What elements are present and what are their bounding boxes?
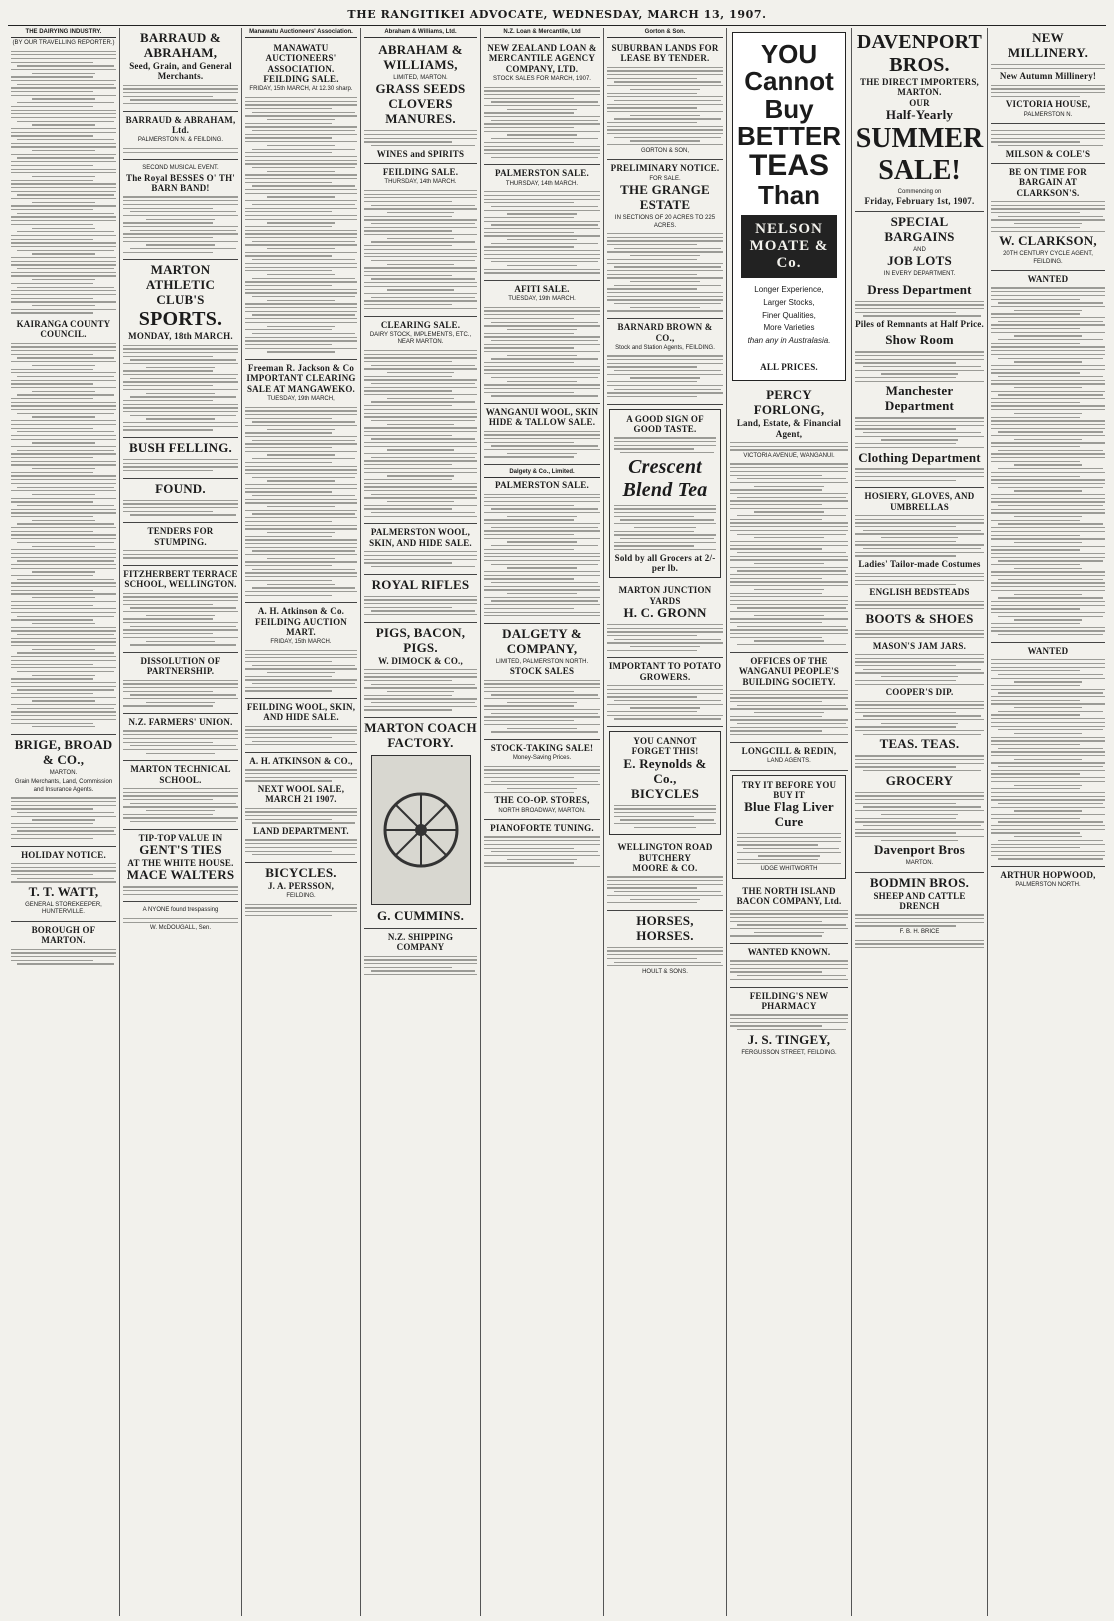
- ad-title: TRY IT BEFORE YOU BUY IT: [741, 779, 837, 800]
- ad-title: TENDERS FOR STUMPING.: [147, 526, 214, 547]
- ad-subtitle: LAND DEPARTMENT.: [253, 826, 349, 837]
- ad-subtitle: MASON'S JAM JARS.: [872, 640, 967, 651]
- ad-title: N.Z. SHIPPING COMPANY: [387, 931, 454, 953]
- manawatu-auctioneers-ad: [245, 40, 357, 360]
- tea-perk: Longer Experience,: [754, 284, 824, 294]
- ad-headline: BICYCLES: [630, 785, 700, 801]
- ad-title: WELLINGTON ROAD BUTCHERY: [617, 842, 713, 863]
- stumping-tender-ad: [123, 523, 238, 566]
- ad-date: MONDAY, 18th MARCH.: [128, 331, 233, 342]
- ad-title: PALMERSTON WOOL, SKIN, AND HIDE SALE.: [369, 527, 472, 548]
- wanted-known-ad: [730, 944, 848, 987]
- ad-subtitle: NEXT WOOL SALE, MARCH 21 1907.: [257, 783, 345, 805]
- ad-kicker: PRELIMINARY NOTICE.: [610, 163, 720, 174]
- ad-headline: Half-Yearly: [885, 107, 954, 123]
- percy-forlong-ad: [730, 385, 848, 653]
- ad-title: A GOOD SIGN OF GOOD TASTE.: [626, 413, 704, 434]
- ad-subtitle: AT THE WHITE HOUSE.: [127, 858, 234, 869]
- liver-cure-ad: [732, 775, 846, 879]
- column-5: [481, 28, 604, 1616]
- ad-title: FEILDING SALE.: [382, 166, 459, 177]
- brige-broad-ad: [11, 735, 116, 847]
- ad-signature: J. S. TINGEY,: [747, 1031, 831, 1047]
- ad-signature: HOULT & SONS.: [642, 968, 688, 975]
- ad-title: MARTON TECHNICAL SCHOOL.: [130, 764, 231, 785]
- clarkson-ad: [991, 164, 1105, 271]
- column-1-heading: THE DAIRYING INDUSTRY.: [11, 28, 116, 38]
- technical-school-ad: [123, 761, 238, 830]
- ad-signature: W. McDOUGALL, Sen.: [149, 925, 212, 932]
- council-article: [11, 316, 116, 735]
- ad-subtitle: 20TH CENTURY CYCLE AGENT, FEILDING.: [1003, 251, 1093, 265]
- tea-perk: Larger Stocks,: [763, 297, 815, 307]
- fitzherbert-school-ad: [123, 566, 238, 653]
- ad-date: THURSDAY, 14th MARCH.: [384, 179, 457, 186]
- ad-subtitle: IN EVERY DEPARTMENT.: [883, 271, 956, 278]
- ad-text: Commencing on: [897, 188, 942, 195]
- ad-subtitle: LIMITED, MARTON.: [393, 74, 448, 81]
- column-4: [361, 28, 481, 1616]
- ad-price: Sold by all Grocers at 2/- per lb.: [614, 552, 716, 573]
- royal-rifles-ad: [364, 575, 477, 623]
- ad-subtitle: ENGLISH BEDSTEADS: [869, 587, 970, 598]
- ad-title: THE GRANGE ESTATE: [620, 182, 710, 213]
- ad-title: MARTON COACH FACTORY.: [364, 720, 477, 751]
- leather-cases-ad: [991, 124, 1105, 164]
- davenport-sale-ad: [855, 28, 984, 212]
- ad-title: MARTON ATHLETIC CLUB'S: [145, 262, 216, 308]
- ad-subtitle: SHEEP AND CATTLE DRENCH: [873, 890, 966, 912]
- column-3-heading: Manawatu Auctioneers' Association.: [245, 28, 357, 38]
- column-7: [727, 28, 852, 1616]
- ad-date: FRIDAY, 15th MARCH.: [270, 639, 332, 646]
- ad-subtitle: GENERAL STOREKEEPER, HUNTERVILLE.: [25, 901, 102, 916]
- tea-line: Than: [757, 179, 821, 210]
- ad-title: NEW ZEALAND LOAN & MERCANTILE AGENCY COMPANY, LTD.: [487, 43, 597, 74]
- ad-title: PIGS, BACON, PIGS.: [375, 624, 466, 655]
- ad-text: Grain Merchants, Land, Commission and Insurance Agents.: [14, 779, 113, 793]
- column-6: [604, 28, 727, 1616]
- ad-title: DISSOLUTION OF PARTNERSHIP.: [140, 655, 221, 677]
- ad-date: FRIDAY, 15th MARCH, At 12.30 sharp.: [249, 86, 353, 93]
- ad-subtitle: Money-Saving Prices.: [512, 755, 572, 762]
- junction-yards-ad: [607, 582, 723, 658]
- building-society-ad: [730, 653, 848, 743]
- reynolds-bicycles-ad: [609, 731, 721, 835]
- ad-address: FERGUSSON STREET, FEILDING.: [741, 1049, 837, 1056]
- ad-headline: MANURES.: [385, 111, 456, 127]
- nz-loan-ad: [484, 40, 600, 165]
- millinery-ad: [991, 28, 1105, 124]
- ad-headline: Blue Flag Liver Cure: [744, 799, 834, 830]
- dress-department: Dress Department: [867, 281, 972, 297]
- grange-estate-ad: [607, 160, 723, 319]
- ad-signature: ARTHUR HOPWOOD,: [1000, 869, 1096, 880]
- gents-ties-ad: [123, 830, 238, 903]
- tea-prices: ALL PRICES.: [760, 361, 818, 372]
- palmerston-sale-ad: [484, 165, 600, 281]
- ad-headline: GRASS SEEDS: [375, 81, 466, 97]
- ad-signature: G. CUMMINS.: [376, 908, 465, 923]
- ad-signature: W. CLARKSON,: [999, 233, 1097, 249]
- coach-wheel-icon: [376, 760, 466, 900]
- ad-title: SUBURBAN LANDS FOR LEASE BY TENDER.: [611, 43, 719, 64]
- athletic-sports-ad: [123, 260, 238, 438]
- ad-subtitle: LAND AGENTS.: [767, 758, 811, 765]
- horses-ad: [607, 911, 723, 981]
- ad-subtitle: WINES and SPIRITS: [376, 148, 465, 159]
- tea-perk: than any in Australasia.: [747, 336, 831, 346]
- summer-headline: SUMMER: [855, 122, 984, 154]
- ad-subtitle: DAIRY STOCK, IMPLEMENTS, ETC., NEAR MARTON.: [369, 331, 472, 346]
- tea-perk: Finer Qualities,: [762, 310, 816, 320]
- ad-subtitle: Seed, Grain, and General Merchants.: [129, 60, 232, 82]
- afiti-sale-ad: [484, 281, 600, 404]
- ad-title: FEILDING'S NEW PHARMACY: [749, 990, 829, 1011]
- masthead-title: THE RANGITIKEI ADVOCATE, WEDNESDAY, MARCH 13, 1907.: [347, 8, 767, 21]
- ad-title: DAVENPORT BROS.: [856, 31, 983, 76]
- clothing-department: Clothing Department: [858, 449, 981, 465]
- palmerston-wool-ad: [364, 524, 477, 574]
- ad-headline: BOOTS & SHOES: [865, 610, 974, 626]
- column-6-heading: Gorton & Son.: [607, 28, 723, 38]
- dissolution-ad: [123, 653, 238, 714]
- ad-title: NEW: [1032, 30, 1064, 45]
- ad-subtitle: W. DIMOCK & CO.,: [378, 655, 463, 666]
- ad-title: T. T. WATT,: [28, 883, 99, 899]
- pigs-bacon-ad: [364, 623, 477, 718]
- borough-marton-ad: [11, 922, 116, 971]
- ad-title: The Royal BESSES O' TH' BARN BAND!: [126, 172, 235, 194]
- ad-title: BUSH FELLING.: [128, 440, 232, 456]
- ad-title: MANAWATU AUCTIONEERS' ASSOCIATION.: [265, 43, 337, 74]
- ad-text: FEILDING.: [286, 893, 316, 900]
- column-1: [8, 28, 120, 1616]
- ad-title: A. H. Atkinson & Co.: [257, 606, 345, 617]
- ad-headline: New Autumn Millinery!: [999, 71, 1097, 82]
- ad-headline: TEAS. TEAS.: [879, 736, 960, 752]
- ad-title: FEILDING WOOL, SKIN, AND HIDE SALE.: [246, 702, 356, 723]
- nelson-moate-tea-ad: [732, 32, 846, 381]
- ad-date: THURSDAY, 14th MARCH.: [505, 180, 579, 187]
- ad-headline: E. Reynolds & Co.,: [623, 755, 707, 786]
- ad-address: MARTON.: [905, 860, 934, 867]
- ad-title: PALMERSTON SALE.: [495, 168, 589, 179]
- ad-title: AFITI SALE.: [514, 283, 570, 294]
- holiday-notice-ad: [11, 847, 116, 922]
- special-bargains-ad: [855, 212, 984, 488]
- ad-signature: Davenport Bros: [873, 842, 966, 858]
- ad-subtitle: LIMITED, PALMERSTON NORTH.: [495, 658, 589, 665]
- coach-factory-ad: [364, 718, 477, 929]
- barraud-abraham-ad: [123, 28, 238, 112]
- barnard-brown-ad: [607, 319, 723, 404]
- bodmin-drench-ad: [855, 873, 984, 955]
- ad-title: BE ON TIME FOR BARGAIN AT CLARKSON'S.: [1009, 166, 1087, 198]
- ad-text: AND: [913, 246, 926, 253]
- clearing-sale-ad: [364, 317, 477, 525]
- ad-title: BOROUGH OF MARTON.: [31, 924, 96, 946]
- dalgety-stock-sales-ad: [484, 624, 600, 740]
- ad-title: PERCY FORLONG,: [753, 387, 825, 418]
- ad-headline: GROCERY: [885, 772, 954, 788]
- ad-subtitle: MARTON.: [49, 769, 78, 776]
- ad-subtitle: STOCK SALES FOR MARCH, 1907.: [493, 76, 591, 83]
- ad-date: TUESDAY, 19th MARCH.: [508, 296, 576, 303]
- masthead: [8, 4, 1106, 26]
- ad-title: N.Z. FARMERS' UNION.: [128, 717, 233, 728]
- ad-title: DALGETY & COMPANY,: [502, 625, 582, 656]
- column-8: [852, 28, 988, 1616]
- ad-title: BICYCLES.: [265, 864, 337, 880]
- ad-title: ROYAL RIFLES: [371, 576, 470, 592]
- abraham-williams-ad: [364, 40, 477, 164]
- ad-subtitle: FEILDING AUCTION MART.: [255, 616, 347, 637]
- ad-title: A. H. ATKINSON & CO.,: [249, 755, 353, 766]
- ad-signature: GORTON & SON,: [640, 147, 690, 154]
- ad-title: WANTED: [1027, 274, 1069, 285]
- tea-line: YOU: [760, 39, 818, 69]
- tea-line: Cannot: [744, 66, 834, 97]
- suburban-lands-ad: [607, 40, 723, 160]
- ad-title: BRIGE, BROAD & CO.,: [14, 736, 113, 767]
- ad-kicker: SECOND MUSICAL EVENT.: [142, 165, 219, 172]
- stock-taking-sale-ad: [484, 740, 600, 820]
- ad-title: TIP-TOP VALUE IN: [138, 832, 223, 843]
- dairying-article: [11, 40, 116, 314]
- bush-felling-ad: [123, 438, 238, 479]
- ad-title: LONGCILL & REDIN,: [741, 745, 837, 756]
- sale-headline: SALE!: [878, 154, 961, 186]
- ad-subtitle: Stock and Station Agents, FEILDING.: [615, 344, 715, 351]
- feilding-sale-ad: [364, 164, 477, 317]
- ad-title: BARRAUD & ABRAHAM, Ltd.: [125, 114, 236, 136]
- ad-title: MARTON JUNCTION YARDS: [618, 585, 712, 606]
- ad-address: NORTH BROADWAY, MARTON.: [498, 807, 586, 814]
- ad-headline: SPORTS.: [138, 308, 223, 331]
- bicycles-persson-ad: [245, 863, 357, 923]
- ad-headline: GENT'S TIES: [139, 842, 222, 858]
- found-ad: [123, 479, 238, 523]
- show-room: Show Room: [885, 332, 954, 348]
- hopwood-ad: [991, 867, 1105, 894]
- column-5-heading: N.Z. Loan & Mercantile, Ltd: [484, 28, 600, 38]
- atkinson-co-ad: [245, 753, 357, 863]
- ad-title: IMPORTANT TO POTATO GROWERS.: [608, 661, 722, 682]
- ad-title: SPECIAL BARGAINS: [884, 213, 955, 244]
- column-3: [242, 28, 361, 1616]
- ad-signature: VICTORIA HOUSE,: [1005, 99, 1091, 110]
- ad-title: BARRAUD & ABRAHAM,: [140, 30, 221, 60]
- ad-title: FOUND.: [155, 480, 206, 496]
- ad-signature: F. B. H. BRICE: [899, 929, 940, 936]
- ad-title: WANTED: [1027, 645, 1069, 656]
- column-2: [120, 28, 242, 1616]
- ad-title: THE NORTH ISLAND BACON COMPANY, Ltd.: [736, 885, 842, 907]
- newspaper-columns: [8, 28, 1108, 1616]
- wanganui-wool-ad: [484, 404, 600, 465]
- ad-title: PIANOFORTE TUNING.: [490, 823, 594, 834]
- ad-title: WANTED KNOWN.: [747, 947, 831, 958]
- ad-subtitle: PALMERSTON SALE.: [495, 480, 589, 491]
- atkinson-auction-ad: [245, 603, 357, 699]
- hosiery-ad: [855, 488, 984, 873]
- wanted-column-ad: [991, 271, 1105, 643]
- feilding-wool-sale-ad: [245, 699, 357, 753]
- ad-title: STOCK-TAKING SALE!: [490, 742, 594, 753]
- ad-address: PALMERSTON N.: [1023, 111, 1073, 118]
- longcill-redin-ad: [730, 743, 848, 771]
- ad-subtitle: FEILDING SALE.: [263, 74, 339, 85]
- tea-line: Buy: [764, 93, 814, 124]
- bacon-company-ad: [730, 883, 848, 944]
- tea-line: TEAS: [748, 149, 829, 183]
- byline: (BY OUR TRAVELLING REPORTER.): [12, 40, 115, 46]
- ad-title: JOB LOTS: [887, 253, 952, 269]
- tea-line: BETTER: [737, 120, 841, 151]
- manchester-department: Manchester Department: [884, 383, 955, 414]
- ad-title: HORSES, HORSES.: [636, 912, 694, 943]
- pharmacy-ad: [730, 988, 848, 1062]
- ad-subtitle: J. A. PERSSON,: [267, 880, 335, 891]
- ad-date: Friday, February 1st, 1907.: [864, 196, 975, 207]
- ad-headline: Crescent Blend Tea: [622, 455, 708, 501]
- ad-date: TUESDAY, 19th MARCH,: [267, 396, 335, 403]
- ad-title: HOLIDAY NOTICE.: [21, 849, 106, 860]
- ad-subtitle: IN SECTIONS OF 20 ACRES TO 225 ACRES.: [614, 215, 716, 229]
- ad-headline: H. C. GRONN: [623, 605, 707, 621]
- ad-address: VICTORIA AVENUE, WANGANUI.: [743, 452, 835, 459]
- ad-title: MACE WALTERS: [126, 867, 235, 883]
- wanted-column-ad-2: [991, 643, 1105, 867]
- musical-event-ad: [123, 160, 238, 260]
- freeman-jackson-ad: [245, 360, 357, 603]
- ad-subtitle: MOORE & CO.: [632, 863, 698, 874]
- ad-subtitle: COOPER'S DIP.: [885, 687, 954, 698]
- ad-title: YOU CANNOT FORGET THIS!: [631, 736, 699, 757]
- ad-subtitle: Ladies' Tailor-made Costumes: [858, 559, 981, 570]
- tea-perk: More Varieties: [763, 323, 815, 333]
- ad-subtitle: FOR SALE.: [649, 175, 681, 182]
- ad-signature: UDGE WHITWORTH: [760, 866, 818, 873]
- ad-title: OFFICES OF THE WANGANUI PEOPLE'S BUILDING SOCIETY.: [738, 655, 840, 687]
- ad-title: BODMIN BROS.: [869, 874, 970, 890]
- ad-address: PALMERSTON NORTH.: [1015, 882, 1081, 889]
- shipping-ad: [364, 929, 477, 982]
- ad-title: CLEARING SALE.: [380, 319, 461, 330]
- article-text: [11, 343, 116, 728]
- ad-title: HOSIERY, GLOVES, AND UMBRELLAS: [864, 491, 975, 512]
- column-4-heading: Abraham & Williams, Ltd.: [364, 28, 477, 38]
- ad-subtitle: Piles of Remnants at Half Price.: [855, 319, 984, 329]
- potato-growers-ad: [607, 658, 723, 727]
- ad-signature: THE CO-OP. STORES,: [494, 795, 590, 806]
- farmers-union-ad: [123, 714, 238, 761]
- dalgety-ad: [484, 465, 600, 624]
- column-9: [988, 28, 1108, 1616]
- crescent-tea-ad: [609, 409, 721, 579]
- ad-subtitle: IMPORTANT CLEARING SALE AT MANGAWEKO.: [246, 373, 356, 394]
- trespass-notice: [123, 902, 238, 936]
- ad-title: FITZHERBERT TERRACE SCHOOL, WELLINGTON.: [123, 568, 238, 590]
- article-text: [11, 51, 116, 314]
- ad-title: Freeman R. Jackson & Co: [247, 363, 355, 373]
- ad-headline: CLOVERS: [388, 96, 453, 112]
- council-heading: KAIRANGA COUNTY COUNCIL.: [16, 319, 111, 340]
- ad-signature: MILSON & COLE'S: [1005, 148, 1091, 159]
- ad-title: WANGANUI WOOL, SKIN HIDE & TALLOW SALE.: [485, 406, 599, 428]
- piano-tuning-ad: [484, 820, 600, 874]
- barraud-abraham-ltd-ad: [123, 112, 238, 161]
- ad-title: BARNARD BROWN & CO.,: [617, 322, 713, 343]
- section-heading: Dalgety & Co., Limited.: [484, 468, 600, 478]
- ad-subtitle: THE DIRECT IMPORTERS, MARTON.: [860, 77, 979, 98]
- butchery-ad: [607, 839, 723, 911]
- nelson-moate-logo: NELSON MOATE & Co.: [741, 215, 837, 278]
- ad-title: ABRAHAM & WILLIAMS,: [378, 42, 463, 72]
- ad-title: MILLINERY.: [1007, 44, 1089, 60]
- coach-illustration: [371, 755, 471, 905]
- ad-kicker: OUR: [909, 97, 930, 108]
- ad-headline: STOCK SALES: [509, 666, 575, 677]
- ad-text: A NYONE found trespassing: [142, 907, 219, 914]
- ad-subtitle: PALMERSTON N. & FEILDING.: [137, 137, 224, 144]
- ad-subtitle: Land, Estate, & Financial Agent,: [736, 418, 842, 439]
